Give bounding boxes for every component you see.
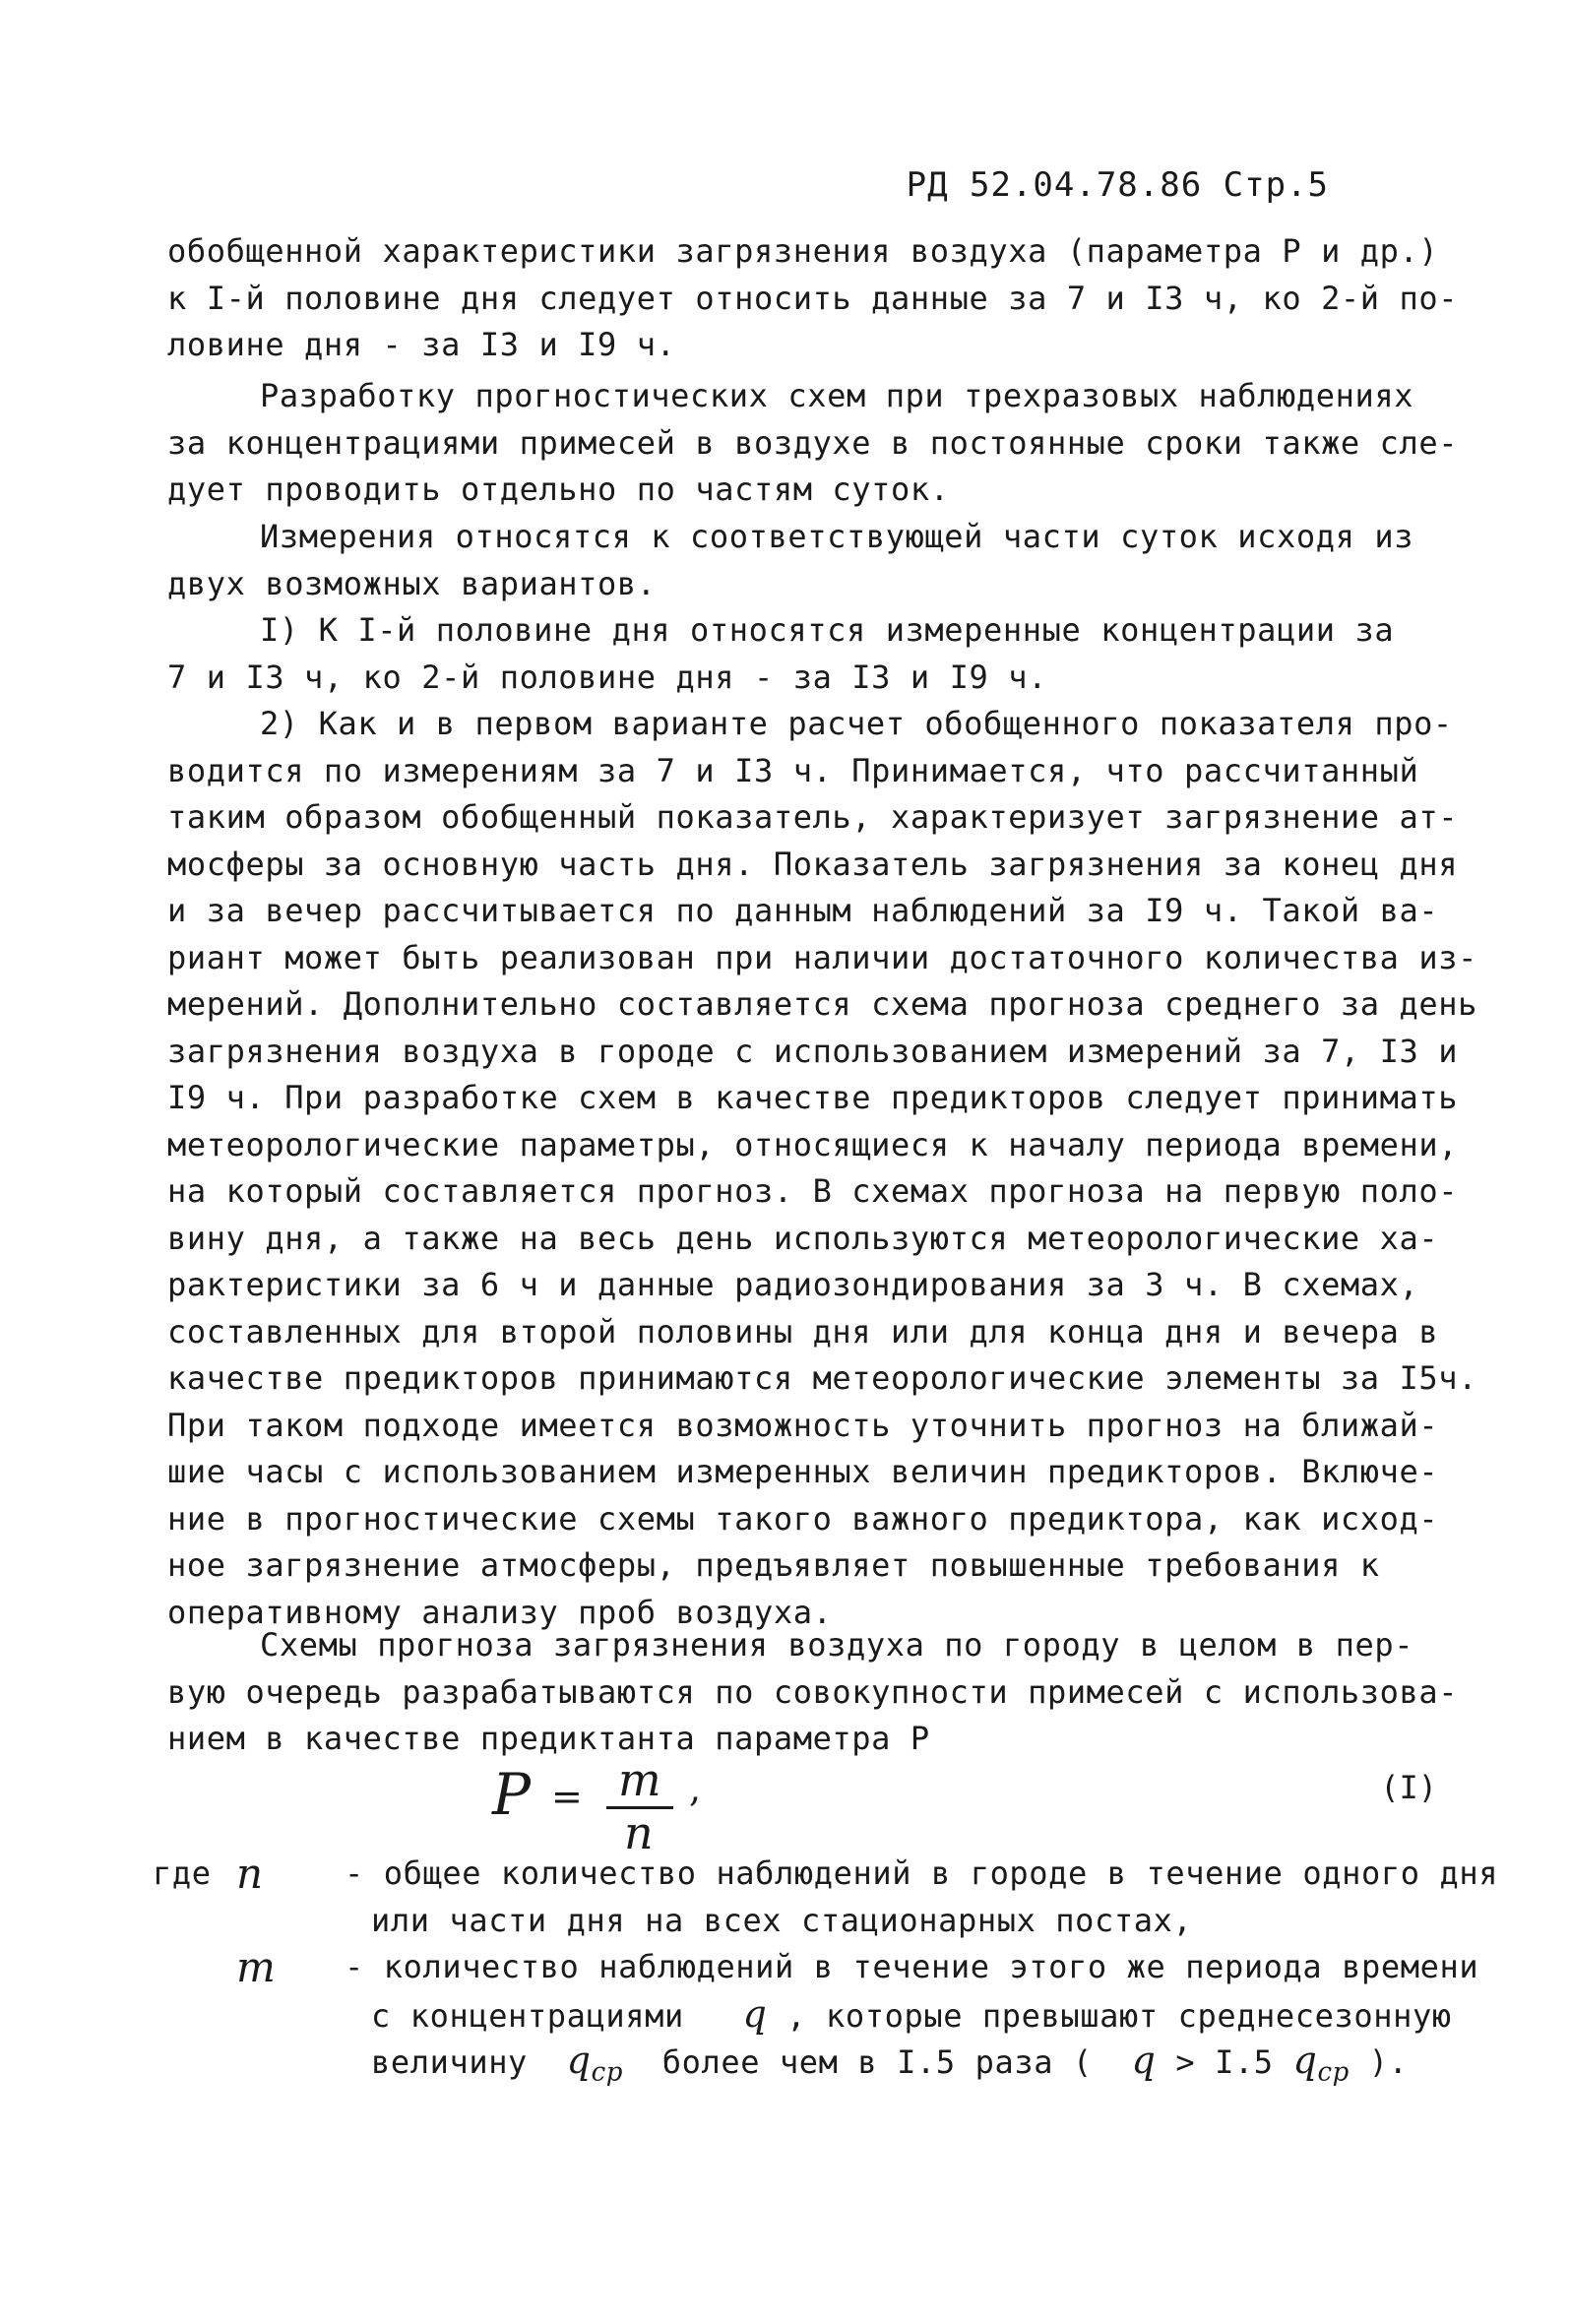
text-part: , которые превышают среднесезонную <box>786 1996 1452 2035</box>
text-line: качестве предикторов принимаются метеорологические элементы за I5ч. <box>167 1359 1477 1397</box>
formula-definitions <box>153 1850 1499 2088</box>
symbol-q-ineq: q <box>1131 2039 1157 2082</box>
text-line: ние в прогностические схемы такого важного предиктора, как исход- <box>167 1499 1439 1538</box>
definition-m-line3 <box>153 2038 1432 2088</box>
text-line: ловине дня - за I3 и I9 ч. <box>167 326 676 363</box>
text-line: При таком подходе имеется возможность уточнить прогноз на ближай- <box>167 1406 1439 1444</box>
text-line: 2) Как и в первом варианте расчет обобщенного показателя про- <box>260 705 1453 742</box>
text-line: риант может быть реализован при наличии достаточного количества из- <box>167 938 1477 976</box>
formula-number: (I) <box>1380 1769 1437 1806</box>
text-line: за концентрациями примесей в воздухе в постоянные сроки также сле- <box>167 423 1459 462</box>
text-line: к I-й половине дня следует относить данные за 7 и I3 ч, ко 2-й по- <box>167 279 1459 317</box>
text-line: водится по измерениям за 7 и I3 ч. Принимается, что рассчитанный <box>167 751 1419 789</box>
ineq-text: > I.5 <box>1175 2043 1274 2081</box>
text-line: мерений. Дополнительно составляется схема прогноза среднего за день <box>167 985 1477 1023</box>
text-line: двух возможных вариантов. <box>167 564 657 602</box>
text-line: 7 и I3 ч, ко 2-й половине дня - за I3 и I9 ч. <box>167 658 1047 696</box>
text-line: метеорологические параметры, относящиеся к началу периода времени, <box>167 1125 1459 1163</box>
text-line: Схемы прогноза загрязнения воздуха по городу в целом в пер- <box>260 1626 1414 1664</box>
formula-p <box>492 1753 1437 1865</box>
text-line: таким образом обобщенный показатель, характеризует загрязнение ат- <box>167 798 1459 836</box>
definition-text: - общее количество наблюдений в городе в течение одного дня <box>345 1854 1499 1892</box>
text-line: рактеристики за 6 ч и данные радиозондирования за 3 ч. В схемах, <box>167 1266 1419 1303</box>
text-line: дует проводить отдельно по частям суток. <box>167 471 950 508</box>
text-line: I) К I-й половине дня относятся измеренные концентрации за <box>260 611 1395 649</box>
formula-numerator: m <box>618 1753 661 1806</box>
formula-comma: , <box>689 1767 702 1810</box>
paragraph-schemes <box>167 373 1459 514</box>
definition-m-line1 <box>153 1943 1479 1991</box>
text-line: обобщенной характеристики загрязнения воздуха (параметра P и др.) <box>167 232 1439 270</box>
text-line: на который составляется прогноз. В схемах прогноза на первую поло- <box>167 1172 1459 1210</box>
paragraph-measurements <box>167 514 1432 607</box>
ineq-close: ). <box>1368 2043 1409 2081</box>
text-line: I9 ч. При разработке схем в качестве предикторов следует принимать <box>167 1079 1459 1116</box>
text-line: шие часы с использованием измеренных величин предикторов. Включе- <box>167 1453 1439 1490</box>
formula-lhs: P <box>492 1761 532 1828</box>
symbol-n: n <box>236 1850 264 1898</box>
symbol-q-avg-ineq: q <box>1292 2039 1318 2082</box>
text-line: составленных для второй половины дня или для конца дня и вечера в <box>167 1312 1439 1350</box>
paragraph-variant-2 <box>167 701 1477 1636</box>
text-line: вую очередь разрабатываются по совокупности примесей с использова- <box>167 1672 1459 1711</box>
formula-denominator: n <box>624 1806 654 1859</box>
text-part: величину <box>371 2043 528 2081</box>
paragraph-variant-1 <box>167 607 1432 701</box>
definition-m-line2 <box>153 1991 1452 2039</box>
text-line: вину дня, а также на весь день используются метеорологические ха- <box>167 1219 1439 1257</box>
definition-n-line1 <box>153 1850 1499 1898</box>
formula-equals: = <box>551 1775 583 1818</box>
text-line: ное загрязнение атмосферы, предъявляет повышенные требования к <box>167 1546 1380 1584</box>
text-line: нием в качестве предиктанта параметра P <box>167 1720 930 1757</box>
paragraph-continuation <box>167 228 1459 369</box>
text-line: Разработку прогностических схем при трехразовых наблюдениях <box>260 377 1414 414</box>
lead-word: где <box>153 1854 212 1892</box>
symbol-m: m <box>236 1943 277 1991</box>
text-part: с концентрациями <box>371 1996 684 2035</box>
subscript-avg-ineq: ср <box>1317 2057 1350 2088</box>
text-line: Измерения относятся к соответствующей части суток исходя из <box>260 518 1414 555</box>
definition-text <box>371 2038 1409 2097</box>
definition-text: - количество наблюдений в течение этого же периода времени <box>345 1948 1479 1985</box>
definition-text: или части дня на всех стационарных постах, <box>371 1901 1193 1939</box>
definition-n-line2 <box>153 1898 1432 1945</box>
text-line: мосферы за основную часть дня. Показатель загрязнения за конец дня <box>167 845 1459 883</box>
text-line: загрязнения воздуха в городе с использованием измерений за 7, I3 и <box>167 1032 1459 1070</box>
symbol-q: q <box>742 1991 768 2036</box>
subscript-avg: ср <box>591 2057 624 2088</box>
symbol-q-avg: q <box>566 2039 592 2082</box>
page-header: РД 52.04.78.86 Стр.5 <box>906 165 1329 205</box>
definition-text <box>371 1991 1452 2041</box>
text-line: оперативному анализу проб воздуха. <box>167 1593 833 1631</box>
text-part: более чем в I.5 раза ( <box>661 2043 1093 2081</box>
text-line: и за вечер рассчитывается по данным наблюдений за I9 ч. Такой ва- <box>167 892 1439 929</box>
paragraph-forecast-schemes <box>167 1622 1459 1763</box>
